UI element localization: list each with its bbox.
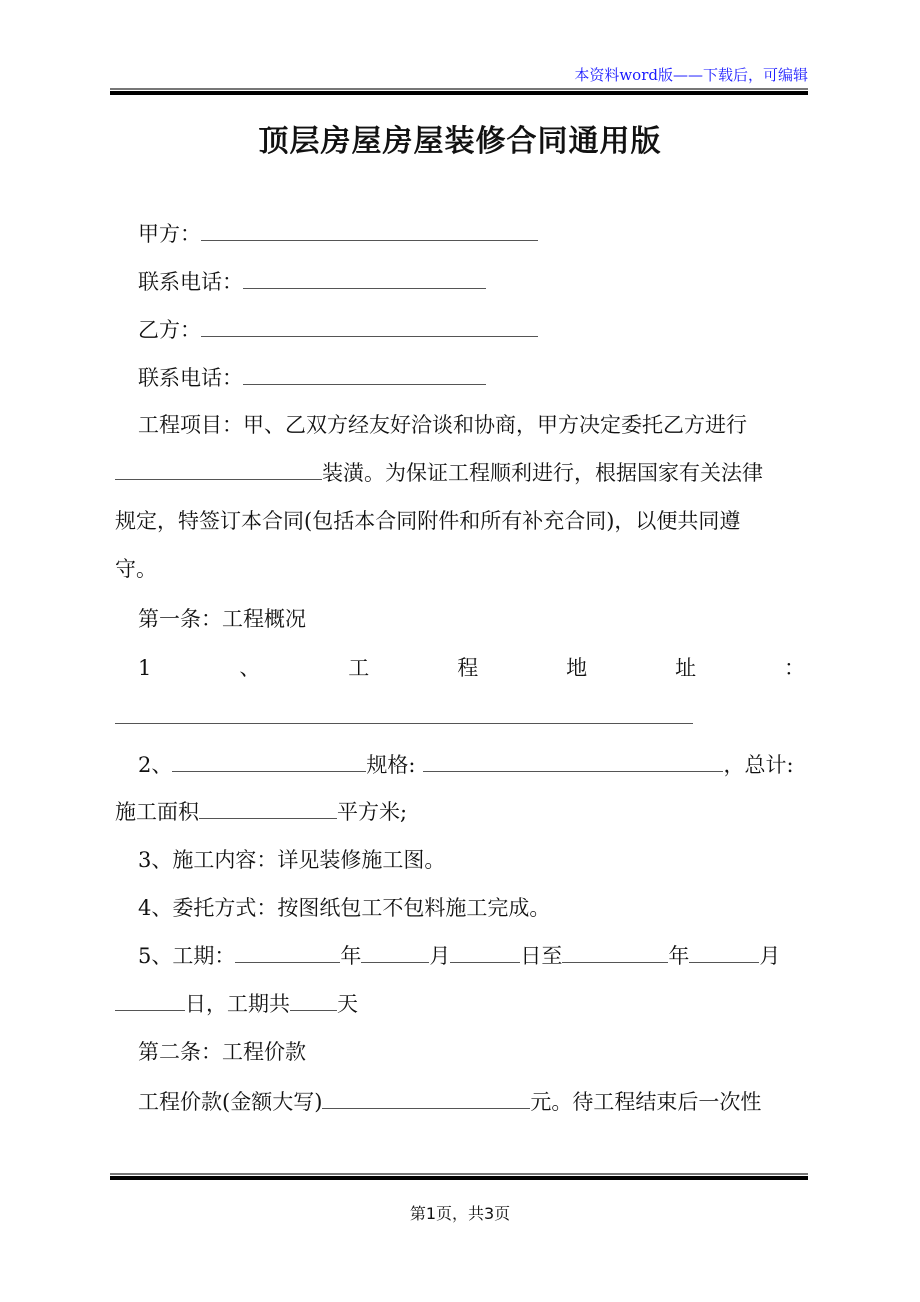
party-b-phone-blank[interactable]	[243, 364, 486, 385]
decoration-type-blank[interactable]	[115, 459, 322, 480]
article1-item2	[138, 751, 805, 779]
item5-day-to: 日至	[520, 944, 563, 968]
item5-year2: 年	[668, 944, 690, 968]
article1-item5	[138, 942, 805, 970]
party-a-label: 甲方：	[138, 222, 201, 246]
header-rule-thick	[110, 91, 808, 95]
item2-spec-label: 规格:	[366, 753, 416, 777]
item5-month2: 月	[759, 944, 781, 968]
area-unit: 平方米;	[337, 800, 408, 824]
project-line-2	[115, 459, 805, 487]
party-a-line	[138, 220, 805, 248]
item1-char: 地	[566, 656, 588, 680]
document-title: 顶层房屋房屋装修合同通用版	[258, 124, 662, 159]
article1-item4: 4、委托方式：按图纸包工不包料施工完成。	[138, 896, 551, 920]
party-b-label: 乙方：	[138, 318, 201, 342]
article2-heading: 第二条：工程价款	[138, 1040, 306, 1064]
item-name-blank[interactable]	[172, 751, 366, 772]
spec-blank[interactable]	[423, 751, 723, 772]
party-b-line	[138, 316, 805, 344]
item1-char: 1	[138, 656, 152, 680]
item2-prefix: 2、	[138, 753, 173, 777]
footer-rule-thin	[110, 1173, 808, 1175]
item2-total-label: ，总计:	[723, 753, 794, 777]
end-month-blank[interactable]	[689, 942, 759, 963]
item5-month1: 月	[429, 944, 451, 968]
article1-item1	[138, 654, 805, 682]
article1-item5-cont	[115, 990, 805, 1018]
item5-year1: 年	[340, 944, 362, 968]
item5-day2: 日，工期共	[185, 992, 290, 1016]
end-year-blank[interactable]	[562, 942, 668, 963]
project-line-4: 守。	[115, 557, 157, 581]
party-a-phone-line	[138, 268, 805, 296]
project-line-1: 工程项目：甲、乙双方经友好洽谈和协商，甲方决定委托乙方进行	[138, 413, 747, 437]
header-rule-thin	[110, 88, 808, 90]
item1-char: 工	[348, 656, 370, 680]
header-note: 本资料word版——下载后，可编辑	[574, 66, 808, 84]
article1-item2-cont	[115, 798, 805, 826]
start-month-blank[interactable]	[361, 942, 429, 963]
area-label: 施工面积	[115, 800, 199, 824]
party-b-phone-line	[138, 364, 805, 392]
end-day-blank[interactable]	[115, 990, 185, 1011]
address-blank[interactable]	[115, 723, 693, 724]
party-a-phone-label: 联系电话：	[138, 270, 243, 294]
item5-prefix: 5、工期：	[138, 944, 236, 968]
party-b-phone-label: 联系电话：	[138, 366, 243, 390]
item5-days: 天	[337, 992, 358, 1016]
price-amount-blank[interactable]	[322, 1088, 530, 1109]
article1-heading: 第一条：工程概况	[138, 607, 306, 631]
footer-rule-thick	[110, 1176, 808, 1180]
article2-price	[138, 1088, 805, 1116]
party-a-blank[interactable]	[201, 220, 538, 241]
duration-days-blank[interactable]	[290, 990, 337, 1011]
project-line-2-text: 装潢。为保证工程顺利进行，根据国家有关法律	[322, 461, 763, 485]
item1-char: ：	[784, 656, 805, 680]
item1-char: 址	[675, 656, 697, 680]
item1-char: 程	[457, 656, 479, 680]
area-blank[interactable]	[199, 798, 337, 819]
party-b-blank[interactable]	[201, 316, 538, 337]
price-suffix: 元。待工程结束后一次性	[530, 1090, 762, 1114]
start-year-blank[interactable]	[235, 942, 340, 963]
article1-item3: 3、施工内容：详见装修施工图。	[138, 848, 446, 872]
project-line-3: 规定，特签订本合同(包括本合同附件和所有补充合同)，以便共同遵	[115, 509, 741, 533]
party-a-phone-blank[interactable]	[243, 268, 486, 289]
start-day-blank[interactable]	[450, 942, 520, 963]
page-indicator: 第1页，共3页	[409, 1204, 511, 1223]
price-prefix: 工程价款(金额大写)	[138, 1090, 323, 1114]
item1-char: 、	[239, 656, 261, 680]
